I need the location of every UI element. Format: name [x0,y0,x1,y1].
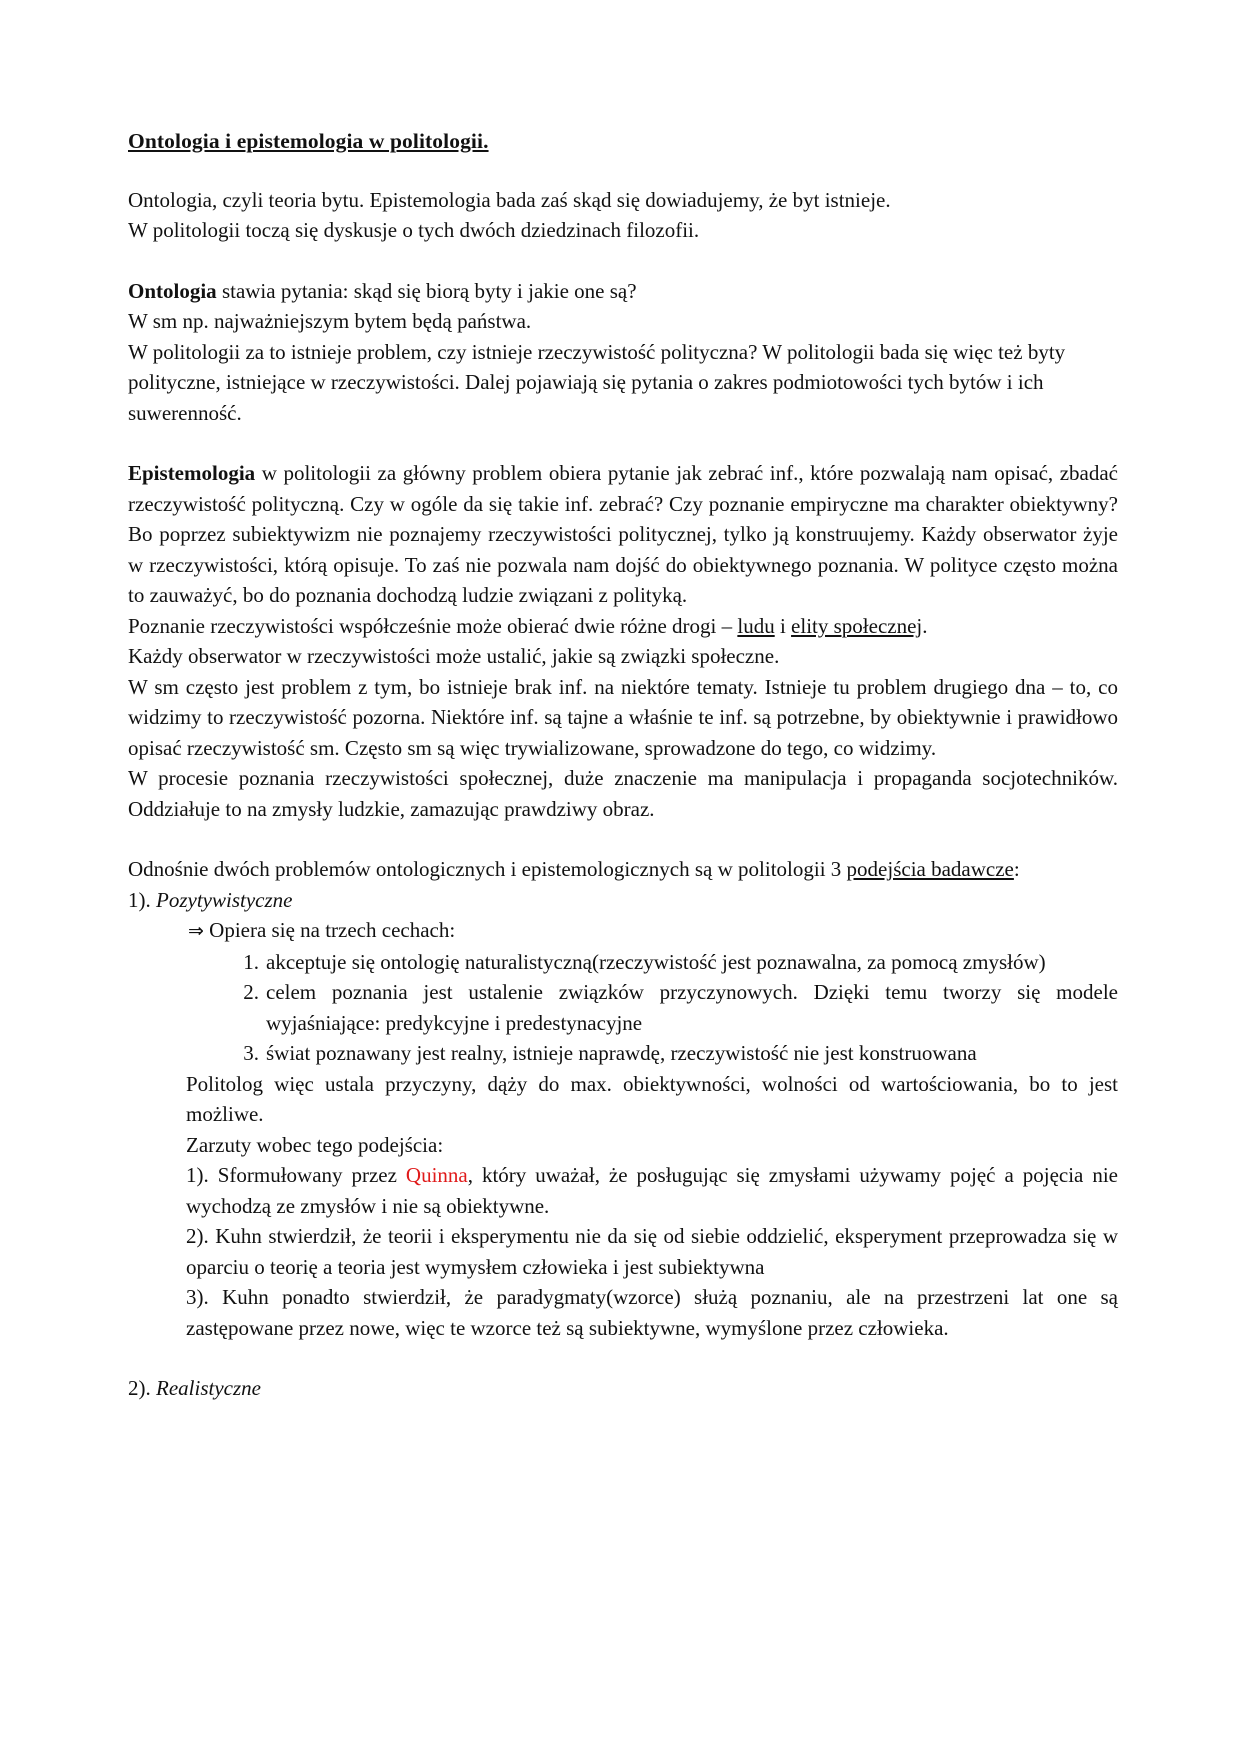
odnosnie-prefix: Odnośnie dwóch problemów ontologicznych i epistemologicznych są w politologii 3 [128,857,847,882]
intro-paragraph [128,185,1118,246]
poznanie-underline-ludu: ludu [737,613,775,638]
list-item: akceptuje się ontologię naturalistyczną(rzeczywistość jest poznawalna, za pomocą zmysłów) [266,949,1046,974]
approach-item-2 [128,1373,1118,1404]
wsm-problem-paragraph: W sm często jest problem z tym, bo istnieje brak inf. na niektóre tematy. Istnieje tu problem drugiego dna – to, co widzimy to rzeczywistość pozorna. Niektóre inf. są tajne a właśnie te inf. są potrzebne, by obiektywnie i prawidłowo opisać rzeczywistość sm. Często sm są więc trywializowane, sprowadzone do tego, co widzimy. [128,674,1118,760]
poznanie-mid: i [774,613,792,638]
ontologia-line-1-rest: stawia pytania: skąd się biorą byty i jakie one są? [216,278,637,303]
kazdy-obserwator-line: Każdy obserwator w rzeczywistości może ustalić, jakie są związki społeczne. [128,644,780,669]
spacer [128,1343,1118,1373]
approach-1-name: Pozytywistyczne [156,887,293,912]
poznanie-suffix: . [922,613,928,638]
odnosnie-underline: podejścia badawcze [846,857,1014,882]
zarzut-3: 3). Kuhn ponadto stwierdził, że paradygmaty(wzorce) służą poznaniu, ale na przestrzeni lat one są zastępowane przez nowe, więc te wzorce też są subiektywne, wymyślone przez człowieka. [186,1285,1118,1340]
approach-1-arrow-text: Opiera się na trzech cechach: [209,918,456,943]
zarzut-1-suffix: , który uważał, że posługując się zmysłami używamy pojęć a pojęcia nie wychodzą ze zmysłów i nie są obiektywne. [186,1163,1118,1218]
ontologia-heading-line [128,276,1118,337]
ontologia-label: Ontologia [128,278,217,303]
poznanie-prefix: Poznanie rzeczywistości współcześnie może obierać dwie różne drogi – [128,613,738,638]
zarzut-2: 2). Kuhn stwierdził, że teorii i eksperymentu nie da się od siebie oddzielić, eksperyment przeprowadza się w oparciu o teorię a teoria jest wymysłem człowieka i jest subiektywna [186,1224,1118,1279]
odnosnie-paragraph [128,854,1118,885]
approach-1-arrow-line [128,915,1118,947]
epistemologia-label: Epistemologia [128,461,256,486]
epistemologia-paragraph [128,458,1118,611]
w-procesie-paragraph: W procesie poznania rzeczywistości społecznej, duże znaczenie ma manipulacja i propaganda socjotechników. Oddziałuje to na zmysły ludzkie, zamazując prawdziwy obraz. [128,766,1118,821]
page-title: Ontologia i epistemologia w politologii. [128,129,489,153]
poznanie-underline-elity: elity społecznej [791,613,923,638]
intro-line-2: W politologii toczą się dyskusje o tych dwóch dziedzinach filozofii. [128,218,700,243]
spacer [128,246,1118,276]
politolog-paragraph: Politolog więc ustala przyczyny, dąży do max. obiektywności, wolności od wartościowania, bo to jest możliwe. [186,1071,1118,1127]
intro-line-1: Ontologia, czyli teoria bytu. Epistemologia bada zaś skąd się dowiadujemy, że byt istnieje. [128,187,891,212]
double-arrow-right-icon: ⇒ [188,920,204,943]
ontologia-body: W politologii za to istnieje problem, czy istnieje rzeczywistość polityczna? W politologii bada się więc też byty polityczne, istniejące w rzeczywistości. Dalej pojawiają się pytania o zakres podmiotowości tych bytów i ich suwerenność. [128,339,1066,425]
approach-1-sublist [128,947,1118,1069]
zarzut-1-prefix: 1). Sformułowany przez [186,1163,406,1188]
approach-2-name: Realistyczne [156,1376,261,1401]
ontologia-line-2: W sm np. najważniejszym bytem będą państwa. [128,309,532,334]
list-item: świat poznawany jest realny, istnieje naprawdę, rzeczywistość nie jest konstruowana [266,1041,977,1066]
approach-2-number: 2). [128,1376,156,1401]
zarzut-1-name-quinna: Quinna [405,1163,468,1188]
spacer [128,824,1118,854]
zarzuty-heading: Zarzuty wobec tego podejścia: [186,1132,444,1157]
odnosnie-suffix: : [1013,857,1020,882]
epistemologia-body: w politologii za główny problem obiera pytanie jak zebrać inf., które pozwalają nam opisać, zbadać rzeczywistość polityczną. Czy w ogóle da się takie inf. zebrać? Czy poznanie empiryczne ma charakter obiektywny? Bo poprzez subiektywizm nie poznajemy rzeczywistości politycznej, tylko ją konstruujemy. Każdy obserwator żyje w rzeczywistości, którą opisuje. To zaś nie pozwala nam dojść do obiektywnego poznania. W polityce często można to zauważyć, bo do poznania dochodzą ludzie związani z polityką. [128,461,1118,608]
poznanie-paragraph [128,611,1118,642]
list-item: celem poznania jest ustalenie związków przyczynowych. Dzięki temu tworzy się modele wyjaśniające: predykcyjne i predestynacyjne [266,980,1118,1035]
approach-1-number: 1). [128,887,156,912]
approach-item-1 [128,885,1118,916]
zarzut-1 [128,1160,1118,1221]
spacer [128,428,1118,458]
